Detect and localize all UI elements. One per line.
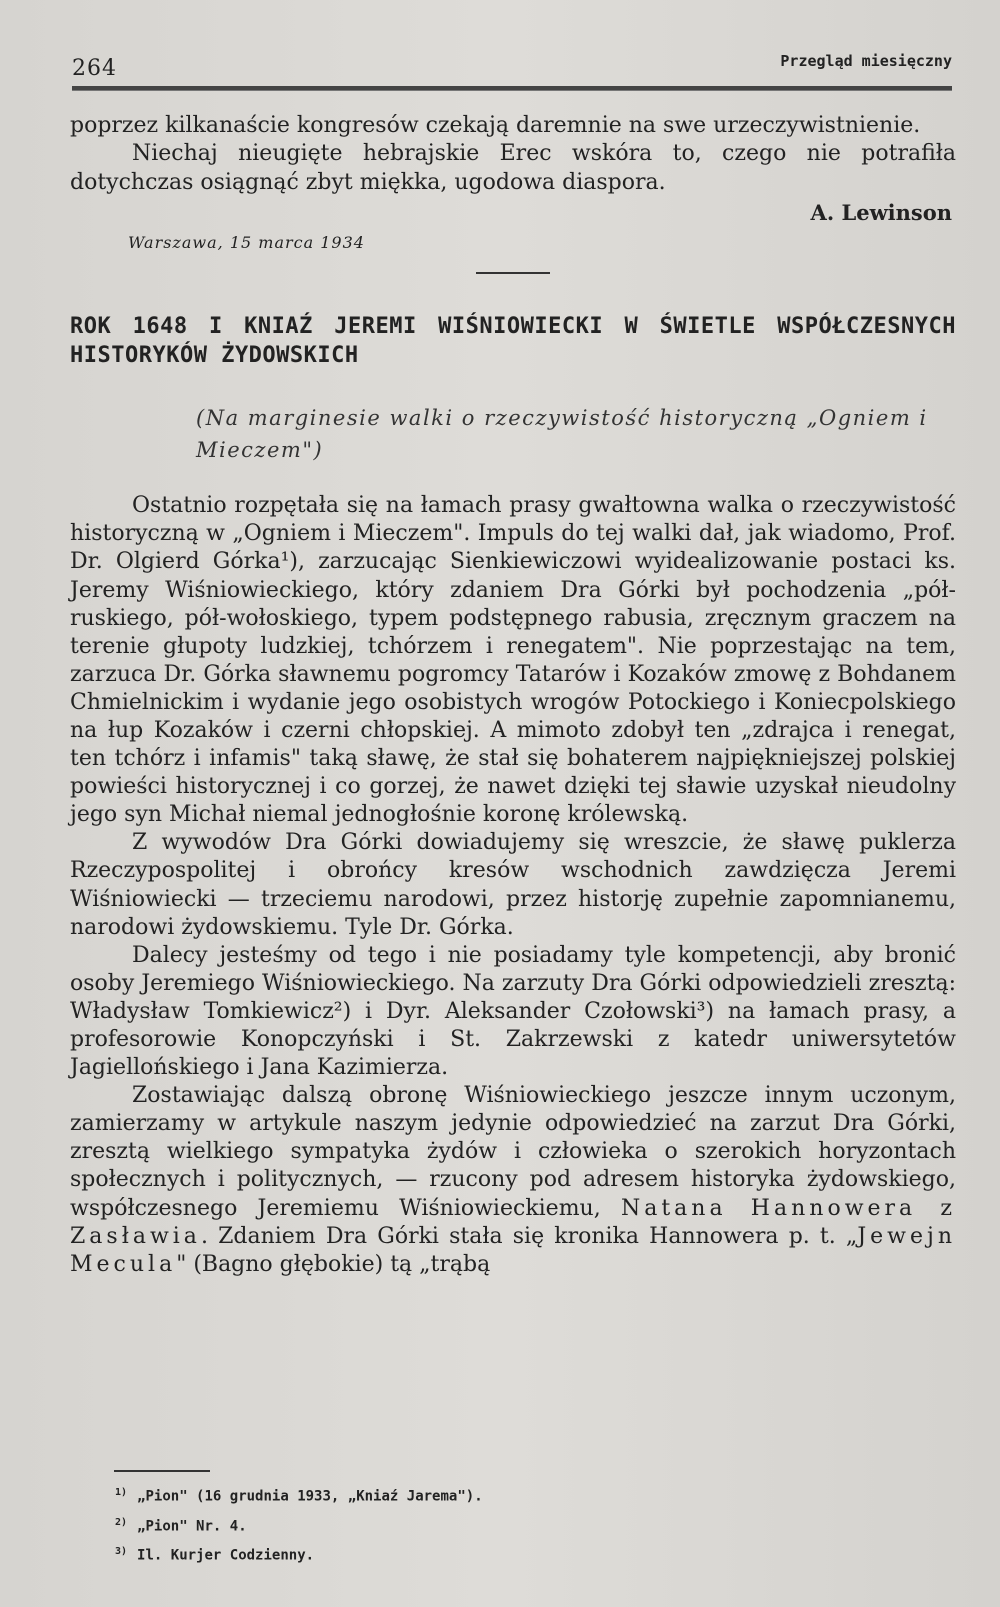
- footnote-mark: 3): [115, 1546, 128, 1558]
- journal-title: Przegląd miesięczny: [780, 52, 952, 70]
- paragraph-text: . Zdaniem Dra Górki stała się kronika Hannowera p. t. „: [200, 1223, 858, 1249]
- page-number: 264: [72, 56, 117, 81]
- footnotes: [115, 1480, 715, 1569]
- footnote-text: „Pion" (16 grudnia 1933, „Kniaź Jarema").: [137, 1488, 483, 1505]
- footnote: [115, 1510, 715, 1540]
- page-body: [70, 112, 956, 1279]
- place-date: Warszawa, 15 marca 1934: [128, 233, 365, 253]
- article-paragraph: Ostatnio rozpętała się na łamach prasy gwałtowna walka o rzeczywistość historyczną w „Ogniem i Mieczem". Impuls do tej walki dał, jak wiadomo, Prof. Dr. Olgierd Górka¹), zarzucając Sienkiewiczowi wyidealizowanie postaci ks. Jeremy Wiśniowieckiego, który zdaniem Dra Górki był pochodzenia „pół-ruskiego, pół-wołoskiego, typem podstępnego rabusia, zręcznym graczem na terenie głupoty ludzkiej, tchórzem i renegatem". Nie poprzestając na tem, zarzuca Dr. Górka sławnemu pogromcy Tatarów i Kozaków zmowę z Bohdanem Chmielnickim i wydanie jego osobistych wrogów Potockiego i Koniecpolskiego na łup Kozaków i czerni chłopskiej. A mimoto zdobył ten „zdrajca i renegat, ten tchórz i infamis" taką sławę, że stał się bohaterem najpiękniejszej polskiej powieści historycznej i co gorzej, że nawet dzięki tej sławie uzyskał nieudolny jego syn Michał niemal jednogłośnie koronę królewską.: [70, 493, 956, 828]
- article-title: ROK 1648 I KNIAŹ JEREMI WIŚNIOWIECKI W ŚWIETLE WSPÓŁCZESNYCH HISTORYKÓW ŻYDOWSKICH: [70, 314, 956, 369]
- footnote-text: „Pion" Nr. 4.: [137, 1518, 247, 1535]
- spaced-name: Natana Hannowera z Zasławia: [70, 1195, 956, 1249]
- section-separator: [476, 272, 550, 274]
- footnote: [115, 1480, 715, 1510]
- author-signature: A. Lewinson: [810, 200, 952, 226]
- paragraph-text: Zostawiając dalszą obronę Wiśniowieckiego jeszcze innym uczonym, zamierzamy w artykule naszym jedynie odpowiedzieć na zarzut Dra Górki, zresztą wielkiego sympatyka żydów i człowieka o szerokich horyzontach społecznych i politycznych, — rzucony pod adresem historyka żydowskiego, współczesnego Jeremiemu Wiśniowieckiemu,: [70, 1083, 956, 1221]
- previous-article-paragraph: poprzez kilkanaście kongresów czekają daremnie na swe urzeczywistnienie.: [70, 113, 921, 138]
- footnote: [115, 1539, 715, 1569]
- spaced-work-title: Jewejn Mecula: [70, 1223, 956, 1277]
- page-header: [72, 50, 952, 90]
- article-paragraph-last: [70, 1082, 956, 1279]
- header-rule: [72, 86, 952, 91]
- footnote-rule: [114, 1470, 210, 1472]
- article-paragraph: Dalecy jesteśmy od tego i nie posiadamy tyle kompetencji, aby bronić osoby Jeremiego Wiśniowieckiego. Na zarzuty Dra Górki odpowiedzieli zresztą: Władysław Tomkiewicz²) i Dyr. Aleksander Czołowski³) na łamach prasy, a profesorowie Konopczyński i St. Zakrzewski z katedr uniwersytetów Jagiellońskiego i Jana Kazimierza.: [70, 942, 956, 1081]
- previous-article-paragraph: Niechaj nieugięte hebrajskie Erec wskóra to, czego nie potrafiła dotychczas osiągnąć zbyt miękka, ugodowa diaspora.: [70, 141, 956, 195]
- article-paragraph: Z wywodów Dra Górki dowiadujemy się wreszcie, że sławę puklerza Rzeczypospolitej i obrońcy kresów wschodnich zawdzięcza Jeremi Wiśniowiecki — trzeciemu narodowi, przez historję zupełnie zapomnianemu, narodowi żydowskiemu. Tyle Dr. Górka.: [70, 830, 956, 940]
- paragraph-text: " (Bagno głębokie) tą „trąbą: [176, 1251, 491, 1277]
- footnote-mark: 1): [115, 1487, 128, 1498]
- footnote-mark: 2): [115, 1516, 128, 1528]
- footnote-text: Il. Kurjer Codzienny.: [137, 1547, 315, 1564]
- article-subtitle: (Na marginesie walki o rzeczywistość historyczną „Ogniem i Mieczem"): [196, 406, 928, 463]
- article-body: [70, 492, 956, 1279]
